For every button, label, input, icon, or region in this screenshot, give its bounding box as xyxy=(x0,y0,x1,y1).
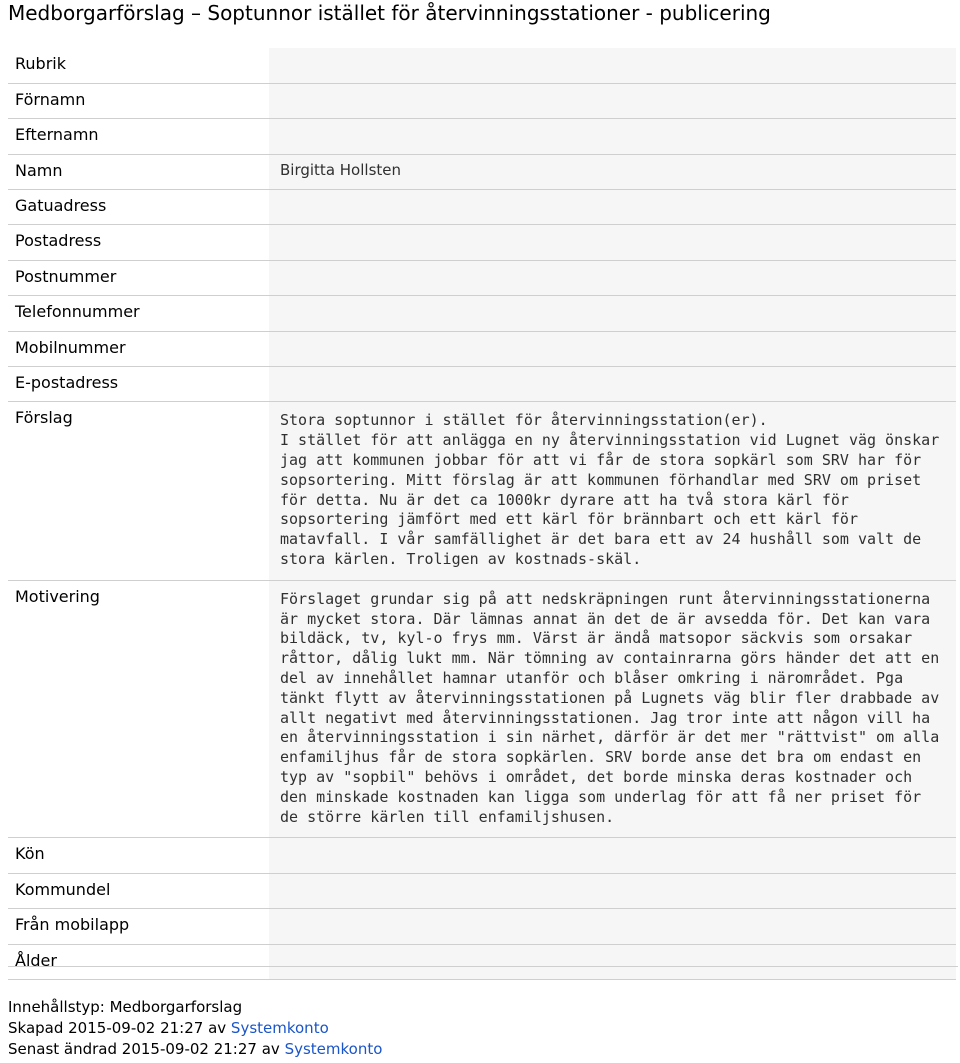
created-text: Skapad 2015-09-02 21:27 av xyxy=(8,1019,231,1037)
field-row-forslag xyxy=(8,402,956,580)
field-value xyxy=(269,48,956,83)
field-label: Namn xyxy=(8,154,269,189)
content-type-text: Innehållstyp: Medborgarforslag xyxy=(8,998,243,1016)
field-value xyxy=(269,367,956,402)
field-label: Kommundel xyxy=(8,873,269,908)
field-row-motivering xyxy=(8,580,956,838)
field-label: Förslag xyxy=(8,402,269,580)
created-info xyxy=(8,1018,958,1039)
field-label: E-postadress xyxy=(8,367,269,402)
modified-info xyxy=(8,1039,958,1060)
field-value xyxy=(269,190,956,225)
field-label: Mobilnummer xyxy=(8,331,269,366)
field-label: Efternamn xyxy=(8,119,269,154)
modified-by-link[interactable]: Systemkonto xyxy=(284,1040,383,1058)
created-by-link[interactable]: Systemkonto xyxy=(230,1019,329,1037)
field-row-kommundel xyxy=(8,873,956,908)
field-row-mobilnummer xyxy=(8,331,956,366)
field-label: Telefonnummer xyxy=(8,296,269,331)
field-row-postadress xyxy=(8,225,956,260)
field-label: Ålder xyxy=(8,944,269,979)
field-row-postnummer xyxy=(8,260,956,295)
field-row-telefonnummer xyxy=(8,296,956,331)
field-row-efternamn xyxy=(8,119,956,154)
field-row-epostadress xyxy=(8,367,956,402)
form-fields-table xyxy=(8,48,956,980)
field-label: Postadress xyxy=(8,225,269,260)
field-label: Kön xyxy=(8,838,269,873)
field-value xyxy=(269,873,956,908)
page-footer xyxy=(8,966,958,1060)
field-value xyxy=(269,331,956,366)
field-value xyxy=(269,838,956,873)
field-label: Gatuadress xyxy=(8,190,269,225)
field-row-rubrik xyxy=(8,48,956,83)
field-value-multiline: Förslaget grundar sig på att nedskräpningen runt återvinningsstationerna är mycket stora. Där lämnas annat än det de är avsedda för. Det kan vara bildäck, tv, kyl-o frys mm. Värst är ändå matsopor säckvis som orsakar råttor, dålig lukt mm. När tömning av containrarna görs händer det att en del av innehållet hamnar utanför och blåser omkring i närområdet. Pga tänkt flytt av återvinningsstationen på Lugnets väg blir fler drabbade av allt negativt med återvinningsstationen. Jag tror inte att någon vill ha en återvinningsstation i sin närhet, därför är det mer "rättvist" om alla enfamiljhus får de stora sopkärlen. SRV borde anse det bra om endast en typ av "sopbil" behövs i området, det borde minska deras kostnader och den minskade kostnaden kan ligga som underlag för att få ner priset för de större kärlen till enfamiljshusen. xyxy=(269,580,956,838)
field-row-kon xyxy=(8,838,956,873)
field-label: Motivering xyxy=(8,580,269,838)
field-row-namn xyxy=(8,154,956,189)
field-row-fran-mobilapp xyxy=(8,909,956,944)
field-value-multiline: Stora soptunnor i stället för återvinningsstation(er). I stället för att anlägga en ny återvinningsstation vid Lugnet väg önskar jag att kommunen jobbar för att vi får de stora sopkärl som SRV har för sopsortering. Mitt förslag är att kommunen förhandlar med SRV om priset för detta. Nu är det ca 1000kr dyrare att ha två stora kärl för sopsortering jämfört med ett kärl för brännbart och ett kärl för matavfall. I vår samfällighet är det bara ett av 24 hushåll som valt de stora kärlen. Troligen av kostnads-skäl. xyxy=(269,402,956,580)
field-value xyxy=(269,83,956,118)
field-value xyxy=(269,909,956,944)
field-row-fornamn xyxy=(8,83,956,118)
field-row-gatuadress xyxy=(8,190,956,225)
modified-text: Senast ändrad 2015-09-02 21:27 av xyxy=(8,1040,285,1058)
field-value xyxy=(269,119,956,154)
field-value xyxy=(269,296,956,331)
field-value xyxy=(269,225,956,260)
field-value: Birgitta Hollsten xyxy=(269,154,956,189)
page-title: Medborgarförslag – Soptunnor istället för återvinningsstationer - publicering xyxy=(8,1,771,25)
field-label: Förnamn xyxy=(8,83,269,118)
field-label: Rubrik xyxy=(8,48,269,83)
field-value xyxy=(269,260,956,295)
field-label: Postnummer xyxy=(8,260,269,295)
field-label: Från mobilapp xyxy=(8,909,269,944)
